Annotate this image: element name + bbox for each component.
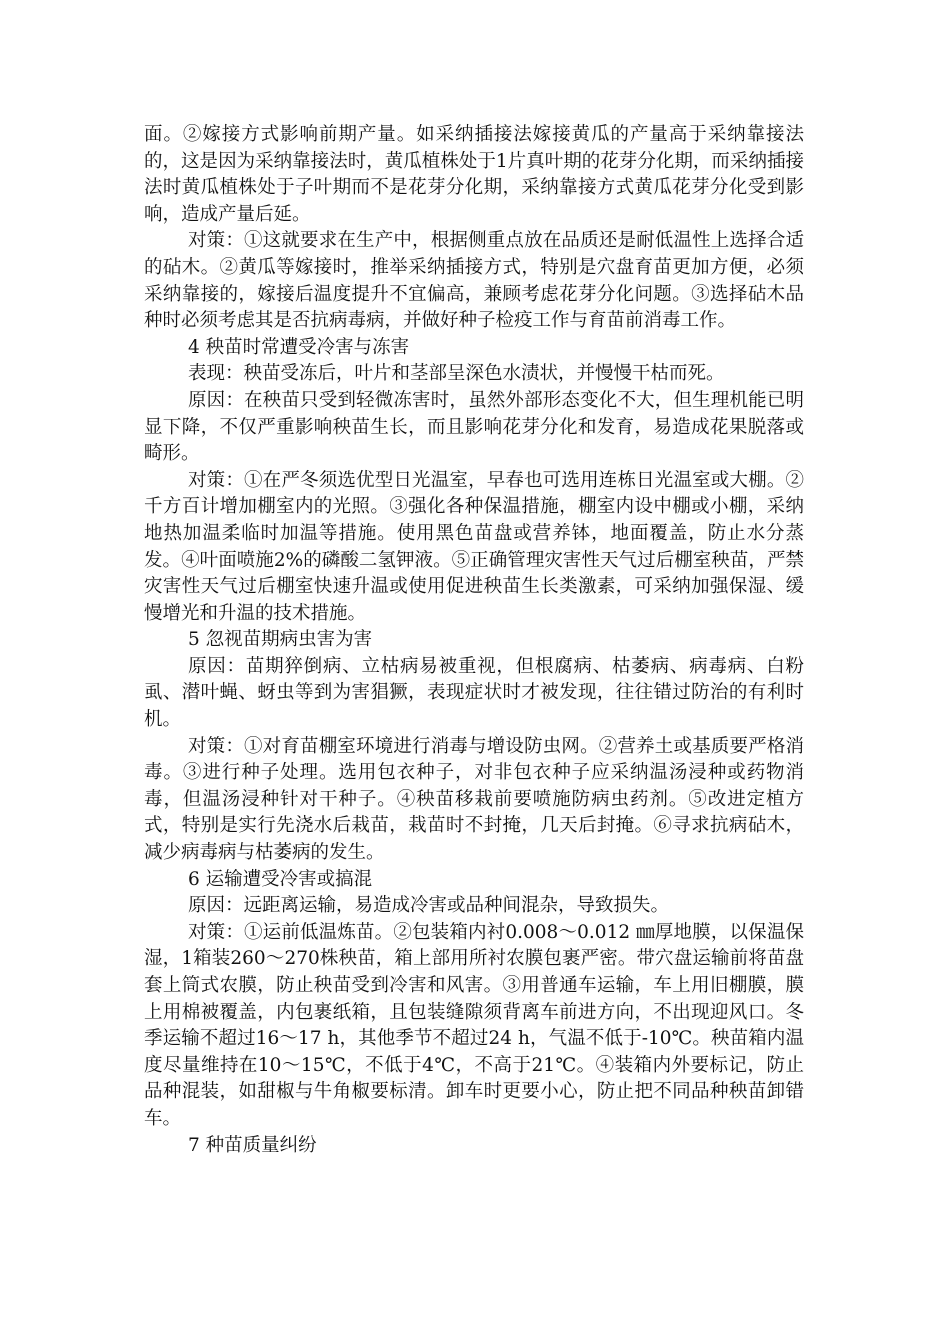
paragraph-continuation: 面。②嫁接方式影响前期产量。如采纳插接法嫁接黄瓜的产量高于采纳靠接法的，这是因为采纳靠接法时，黄瓜植株处于1片真叶期的花芽分化期，而采纳插接法时黄瓜植株处于子叶期而不是花芽分化期，采纳靠接方式黄瓜花芽分化受到影响，造成产量后延。	[144, 124, 804, 225]
paragraph-symptom: 表现：秧苗受冻后，叶片和茎部呈深色水渍状，并慢慢干枯而死。	[188, 363, 725, 385]
section-heading-4: 4 秧苗时常遭受冷害与冻害	[188, 336, 410, 358]
document-page	[144, 122, 804, 1159]
section-heading-6: 6 运输遭受冷害或搞混	[188, 868, 373, 890]
section-heading-7: 7 种苗质量纠纷	[188, 1134, 317, 1156]
paragraph-cause: 原因：在秧苗只受到轻微冻害时，虽然外部形态变化不大，但生理机能已明显下降，不仅严重影响秧苗生长，而且影响花芽分化和发育，易造成花果脱落或畸形。	[144, 389, 804, 465]
section-heading-5: 5 忽视苗期病虫害为害	[188, 629, 373, 651]
paragraph-countermeasure: 对策：①在严冬须选优型日光温室，早春也可选用连栋日光温室或大棚。②千方百计增加棚室内的光照。③强化各种保温措施，棚室内设中棚或小棚，采纳地热加温柔临时加温等措施。使用黑色苗盘或营养钵，地面覆盖，防止水分蒸发。④叶面喷施2%的磷酸二氢钾液。⑤正确管理灾害性天气过后棚室秧苗，严禁灾害性天气过后棚室快速升温或使用促进秧苗生长类激素，可采纳加强保湿、缓慢增光和升温的技术措施。	[144, 469, 804, 624]
paragraph-cause: 原因：远距离运输，易造成冷害或品种间混杂，导致损失。	[188, 895, 670, 917]
paragraph-countermeasure: 对策：①这就要求在生产中，根据侧重点放在品质还是耐低温性上选择合适的砧木。②黄瓜等嫁接时，推举采纳插接方式，特别是穴盘育苗更加方便，必须采纳靠接的，嫁接后温度提升不宜偏高，兼顾考虑花芽分化问题。③选择砧木品种时必须考虑其是否抗病毒病，并做好种子检疫工作与育苗前消毒工作。	[144, 230, 804, 332]
paragraph-countermeasure: 对策：①对育苗棚室环境进行消毒与增设防虫网。②营养土或基质要严格消毒。③进行种子处理。选用包衣种子，对非包衣种子应采纳温汤浸种或药物消毒，但温汤浸种针对干种子。④秧苗移栽前要喷施防病虫药剂。⑤改进定植方式，特别是实行先浇水后栽苗，栽苗时不封掩，几天后封掩。⑥寻求抗病砧木，减少病毒病与枯萎病的发生。	[144, 735, 804, 864]
paragraph-cause: 原因：苗期猝倒病、立枯病易被重视，但根腐病、枯萎病、病毒病、白粉虱、潜叶蝇、蚜虫等到为害猖獗，表现症状时才被发现，往往错过防治的有利时机。	[144, 655, 804, 731]
paragraph-countermeasure: 对策：①运前低温炼苗。②包装箱内衬0.008～0.012 ㎜厚地膜，以保温保湿，1箱装260～270株秧苗，箱上部用所衬农膜包裹严密。带穴盘运输前将苗盘套上筒式农膜，防止秧苗受到冷害和风害。③用普通车运输，车上用旧棚膜，膜上用棉被覆盖，内包裹纸箱，且包装缝隙须背离车前进方向，不出现迎风口。冬季运输不超过16～17 h，其他季节不超过24 h，气温不低于-10℃。秧苗箱内温度尽量维持在10～15℃，不低于4℃，不高于21℃。④装箱内外要标记，防止品种混装，如甜椒与牛角椒要标清。卸车时更要小心，防止把不同品种秧苗卸错车。	[144, 921, 804, 1129]
